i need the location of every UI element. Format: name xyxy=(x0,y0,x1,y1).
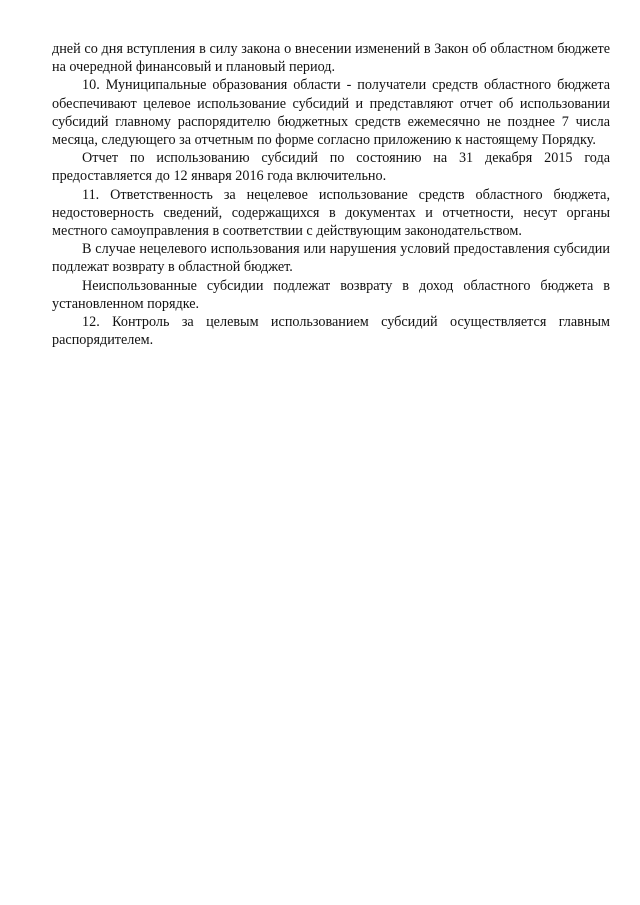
paragraph-continuation: дней со дня вступления в силу закона о внесении изменений в Закон об областном бюджете на очередной финансовый и плановый период. xyxy=(52,41,610,76)
paragraph-report-deadline: Отчет по использованию субсидий по состоянию на 31 декабря 2015 года предоставляется до 12 января 2016 года включительно. xyxy=(52,150,610,185)
paragraph-item-10: 10. Муниципальные образования области - получатели средств областного бюджета обеспечивают целевое использование субсидий и представляют отчет об использовании субсидий главному распорядителю бюджетных средств ежемесячно не позднее 7 числа месяца, следующего за отчетным по форме согласно приложению к настоящему Порядку. xyxy=(52,77,610,149)
paragraph-unused-return: Неиспользованные субсидии подлежат возврату в доход областного бюджета в установленном порядке. xyxy=(52,277,610,312)
paragraph-misuse-return: В случае нецелевого использования или нарушения условий предоставления субсидии подлежат возврату в областной бюджет. xyxy=(52,241,610,276)
paragraph-item-11: 11. Ответственность за нецелевое использование средств областного бюджета, недостоверность сведений, содержащихся в документах и отчетности, несут органы местного самоуправления в соответствии с действующим законодательством. xyxy=(52,186,610,240)
document-page xyxy=(52,40,610,349)
paragraph-item-12: 12. Контроль за целевым использованием субсидий осуществляется главным распорядителем. xyxy=(52,314,610,349)
